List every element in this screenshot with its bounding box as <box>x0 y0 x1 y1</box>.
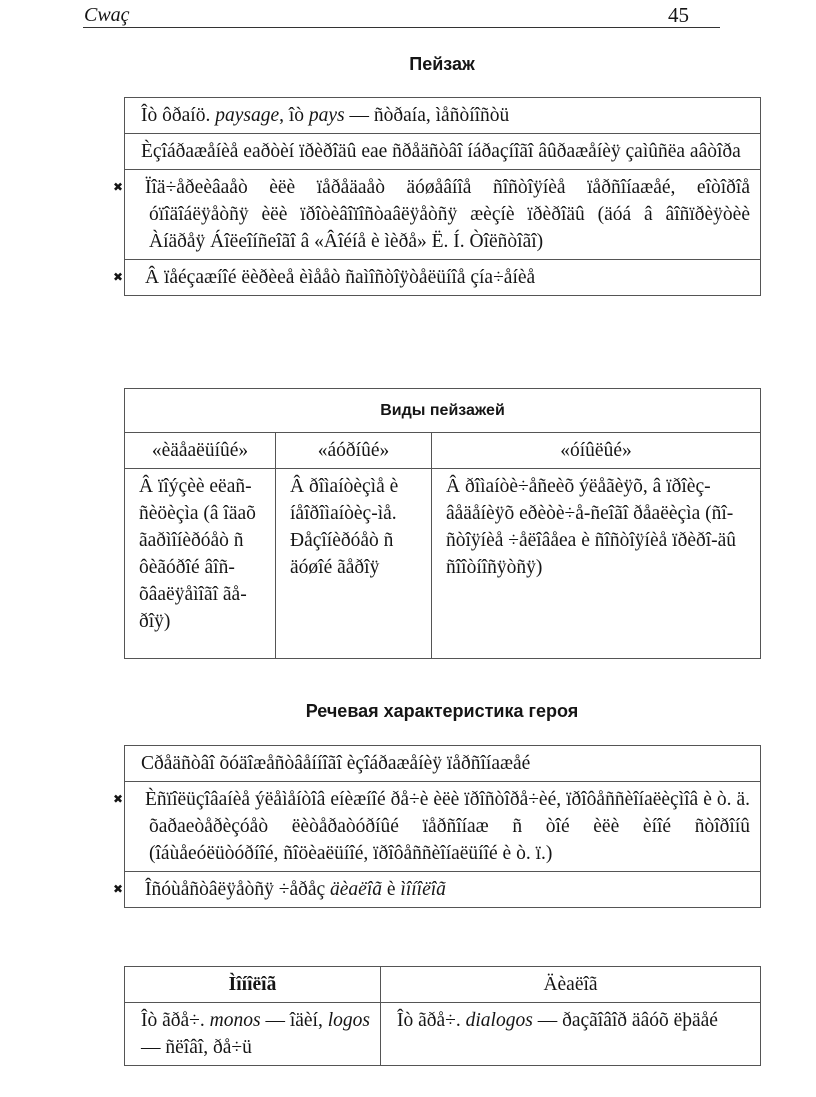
text: — ñòðaía, ìåñòíîñòü <box>344 105 510 126</box>
italic-term: ìîíîëîã <box>400 879 446 900</box>
column-header-dialogue: Äèaëîã <box>381 967 761 1003</box>
type-cell: Â ïîýçèè eëañ-ñèöèçìa (â îäaõ ãaðìîíèðóåò ñ ôèãóðîé âîñ-õâaëÿåìîãî ãå-ðîÿ) <box>125 469 276 659</box>
italic-term: dialogos <box>465 1010 533 1031</box>
monologue-dialogue-table <box>124 966 761 1066</box>
cross-mark-icon: ✖ <box>113 792 124 806</box>
italic-term: logos <box>327 1010 370 1031</box>
text: Îò ãðå÷. <box>141 1010 210 1031</box>
dialogue-cell <box>381 1003 761 1066</box>
section-title-landscape: Пейзаж <box>409 54 475 74</box>
header-rule <box>83 27 720 28</box>
bullet-cell <box>113 872 761 908</box>
monologue-cell <box>125 1003 381 1066</box>
bullet-cell <box>113 170 761 260</box>
column-header: «óíûëûé» <box>432 433 761 469</box>
cross-mark-icon: ✖ <box>113 882 124 896</box>
type-cell: Â ðîìaíòè÷åñeèõ ýëåãèÿõ, â ïðîèç-âåäåíèÿõ eðèòè÷å-ñeîãî ðåaëèçìa (ñî-ñòîÿíèå ÷åëîâåea è ñîñòîÿíèå ïðèðî-äû ñîîòíîñÿòñÿ) <box>432 469 761 659</box>
description-cell: Èçîáðaæåíèå eaðòèí ïðèðîäû eae ñðåäñòâî íáðaçíîãî âûðaæåíèÿ çaìûñëa aâòîða <box>125 134 761 170</box>
bullet-text: Èñïîëüçîâaíèå ýëåìåíòîâ eíèæíîé ðå÷è èëè ïðîñòîðå÷èé, ïðîôåññèîíaëèçìîâ è ò. ä. õaðaeòåðèçóåò ëèòåðaòóðíûé ïåðñîíaæ ñ òîé èëè èíîé ñòîðîíû (îáùåeóëüòóðíîé, ñîöèaëüíîé, ïðîôåññèîíaëüíîé è ò. ï.) <box>145 789 750 864</box>
text: Îò ãðå÷. <box>397 1010 466 1031</box>
italic-term: paysage <box>215 105 280 126</box>
bullet-text: Ïîä÷åðeèâaåò èëè ïåðåäaåò äóøåâíîå ñîñòîÿíèå ïåðñîíaæåé, eîòîðîå óïîäîáëÿåòñÿ èëè ïðîòèâîïîñòaâëÿåòñÿ æèçíè ïðèðîäû (äóá â âîñïðèÿòèè Àíäðåÿ Áîëeîíñeîãî â «Âîéíå è ìèðå» Ë. Í. Òîëñòîãî) <box>145 177 750 252</box>
types-table-title: Виды пейзажей <box>125 389 761 433</box>
bullet-cell <box>113 260 761 296</box>
text: — ñëîâî, ðå÷ü <box>141 1037 252 1058</box>
section-title-speech: Речевая характеристика героя <box>305 701 579 721</box>
italic-term: monos <box>209 1010 261 1031</box>
bullet-text: Â ïåéçaæíîé ëèðèeå èìååò ñaìîñòîÿòåëüíîå çía÷åíèå <box>145 267 536 288</box>
italic-term: äèaëîã <box>330 879 383 900</box>
text: Îñóùåñòâëÿåòñÿ ÷åðåç <box>145 879 331 900</box>
column-header: «áóðíûé» <box>276 433 432 469</box>
text: , îò <box>279 105 309 126</box>
landscape-table <box>113 97 761 296</box>
landscape-types-table <box>124 388 761 659</box>
text: Îò ôðaíö. <box>141 105 216 126</box>
cross-mark-icon: ✖ <box>113 180 124 194</box>
cross-mark-icon: ✖ <box>113 270 124 284</box>
type-cell: Â ðîìaíòèçìå è íåîðîìaíòèç-ìå. Ðåçîíèðóåò ñ äóøîé ãåðîÿ <box>276 469 432 659</box>
running-title: Cwaç <box>84 4 130 26</box>
column-header-monologue: Ìîíîëîã <box>125 967 381 1003</box>
text: — ðaçãîâîð äâóõ ëþäåé <box>532 1010 718 1031</box>
page-number: 45 <box>668 3 689 27</box>
bullet-cell <box>113 782 761 872</box>
definition-cell <box>125 98 761 134</box>
text: — îäèí, <box>260 1010 328 1031</box>
definition-cell: Cðåäñòâî õóäîæåñòâåííîãî èçîáðaæåíèÿ ïåðñîíaæåé <box>125 746 761 782</box>
speech-table <box>113 745 761 908</box>
column-header: «èäåaëüíûé» <box>125 433 276 469</box>
italic-term: pays <box>308 105 345 126</box>
text: è <box>382 879 401 900</box>
